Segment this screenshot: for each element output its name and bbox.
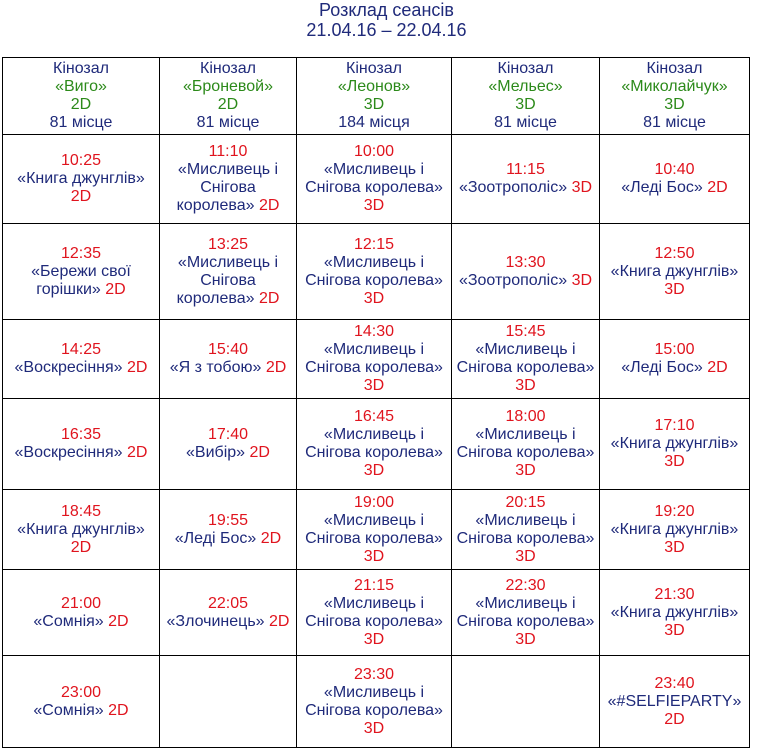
hall-header-vyho	[3, 58, 160, 135]
film-format: 2D	[664, 710, 685, 728]
film-title: «Воскресіння»	[14, 359, 123, 376]
session-cell	[160, 490, 297, 570]
session-time: 20:15	[505, 493, 546, 511]
session-cell	[160, 570, 297, 656]
film-format: 3D	[664, 538, 685, 556]
hall-seats: 81 місце	[49, 114, 113, 131]
session-time: 18:00	[505, 408, 546, 425]
schedule-dates: 21.04.16 – 22.04.16	[306, 20, 467, 40]
film-title: «Книга джунглів»	[610, 262, 739, 280]
session-time: 18:45	[60, 502, 102, 520]
session-cell	[297, 135, 452, 224]
film-title: «Мисливець і Снігова королева»	[456, 594, 595, 630]
hall-seats: 184 місця	[338, 114, 410, 131]
hall-format: 3D	[515, 96, 536, 113]
film-format: 3D	[363, 719, 385, 737]
session-time: 14:25	[60, 341, 102, 358]
schedule-title: Розклад сеансів	[319, 0, 454, 20]
film-format: 3D	[664, 621, 685, 639]
session-time: 13:25	[207, 235, 249, 253]
session-time: 23:00	[60, 683, 102, 701]
session-time: 22:30	[505, 576, 546, 594]
film-title: «Мисливець і Снігова королева»	[305, 594, 443, 630]
film-format: 2D	[70, 188, 92, 205]
film-format: 2D	[260, 529, 282, 547]
session-time: 10:40	[654, 161, 695, 178]
session-time: 16:45	[353, 408, 395, 425]
session-time: 19:00	[353, 493, 395, 511]
session-time: 10:25	[60, 152, 102, 169]
session-time: 17:10	[654, 417, 695, 434]
film-title: «Леді Бос»	[621, 359, 703, 376]
film-format: 2D	[269, 612, 290, 630]
session-row	[3, 570, 750, 656]
film-format: 3D	[664, 280, 685, 298]
film-format: 2D	[249, 444, 270, 461]
film-title: «Книга джунглів»	[610, 435, 739, 452]
session-cell	[3, 320, 160, 399]
session-cell	[297, 570, 452, 656]
hall-seats: 81 місце	[643, 114, 706, 131]
session-cell	[160, 224, 297, 320]
film-title: «Сомнія»	[33, 701, 104, 719]
schedule-table	[2, 57, 750, 748]
film-title: «#SELFIEPARTY»	[607, 692, 742, 710]
hall-name: «Леонов»	[337, 78, 411, 95]
session-time: 17:40	[207, 426, 249, 443]
film-format: 2D	[707, 179, 728, 196]
hall-seats: 81 місце	[494, 114, 557, 131]
film-title: «Мисливець і Снігова королева»	[305, 253, 443, 289]
hall-label: Кінозал	[53, 60, 109, 77]
film-title: «Мисливець і Снігова королева»	[305, 161, 443, 196]
session-time: 21:30	[654, 585, 695, 603]
session-time: 15:45	[505, 323, 546, 340]
hall-format: 2D	[70, 96, 92, 113]
film-format: 2D	[258, 197, 280, 214]
film-title: «Мисливець і Снігова королева»	[176, 161, 279, 214]
empty-session-cell	[160, 656, 297, 748]
film-format: 3D	[363, 462, 385, 479]
session-row	[3, 135, 750, 224]
session-time: 15:40	[207, 341, 249, 358]
film-title: «Сомнія»	[33, 612, 104, 630]
film-format: 3D	[515, 630, 536, 648]
film-format: 3D	[363, 197, 385, 214]
hall-label: Кінозал	[200, 60, 256, 77]
session-cell	[3, 656, 160, 748]
session-cell	[3, 570, 160, 656]
hall-format: 3D	[664, 96, 685, 113]
film-format: 2D	[265, 359, 287, 376]
session-cell	[160, 135, 297, 224]
film-format: 2D	[70, 538, 92, 556]
session-cell	[452, 135, 600, 224]
film-format: 2D	[108, 701, 129, 719]
empty-session-cell	[452, 656, 600, 748]
session-row	[3, 399, 750, 490]
film-title: «Вибір»	[186, 444, 246, 461]
film-format: 3D	[571, 271, 593, 289]
film-title: «Мисливець і Снігова королева»	[456, 426, 595, 461]
film-title: «Мисливець і Снігова королева»	[456, 511, 595, 547]
session-cell	[452, 224, 600, 320]
session-time: 22:05	[207, 594, 249, 612]
session-cell	[297, 399, 452, 490]
session-cell	[297, 224, 452, 320]
film-title: «Леді Бос»	[174, 529, 257, 547]
film-format: 3D	[515, 377, 536, 394]
session-cell	[160, 320, 297, 399]
film-title: «Мисливець і Снігова королева»	[305, 511, 443, 547]
film-title: «Книга джунглів»	[610, 603, 739, 621]
film-title: «Мисливець і Снігова королева»	[456, 341, 595, 376]
film-title: «Книга джунглів»	[17, 170, 145, 187]
film-title: «Мисливець і Снігова королева»	[305, 683, 443, 719]
session-cell	[452, 490, 600, 570]
session-cell	[3, 135, 160, 224]
hall-header-melies	[452, 58, 600, 135]
session-cell	[452, 399, 600, 490]
session-cell	[160, 399, 297, 490]
session-time: 11:15	[506, 161, 545, 178]
film-title: «Зоотрополіс»	[458, 179, 568, 196]
film-format: 3D	[363, 547, 385, 565]
session-time: 12:15	[353, 235, 395, 253]
hall-header-leonov	[297, 58, 452, 135]
film-format: 3D	[363, 630, 385, 648]
hall-label: Кінозал	[497, 60, 554, 77]
film-format: 3D	[363, 289, 385, 307]
film-title: «Леді Бос»	[621, 179, 703, 196]
hall-header-bronevoi	[160, 58, 297, 135]
session-row	[3, 320, 750, 399]
session-cell	[600, 490, 750, 570]
hall-name: «Виго»	[55, 78, 107, 95]
film-format: 2D	[127, 359, 148, 376]
session-time: 10:00	[353, 143, 395, 160]
film-format: 3D	[363, 377, 385, 394]
film-title: «Мисливець і Снігова королева»	[305, 426, 443, 461]
film-format: 3D	[664, 453, 685, 470]
film-title: «Мисливець і Снігова королева»	[176, 253, 279, 307]
session-cell	[297, 320, 452, 399]
film-format: 2D	[258, 289, 280, 307]
film-format: 3D	[515, 462, 536, 479]
session-time: 14:30	[353, 323, 395, 340]
film-title: «Книга джунглів»	[610, 520, 739, 538]
hall-label: Кінозал	[646, 60, 703, 77]
session-time: 13:30	[505, 253, 546, 271]
film-title: «Мисливець і Снігова королева»	[305, 341, 443, 376]
session-time: 21:00	[60, 594, 102, 612]
schedule-header	[0, 0, 773, 56]
session-time: 23:40	[654, 674, 695, 692]
session-cell	[297, 656, 452, 748]
session-time: 21:15	[353, 576, 395, 594]
session-time: 12:35	[60, 244, 102, 262]
session-cell	[3, 399, 160, 490]
session-cell	[600, 224, 750, 320]
session-cell	[600, 135, 750, 224]
hall-header-row	[3, 58, 750, 135]
film-format: 2D	[707, 359, 728, 376]
hall-name: «Миколайчук»	[621, 78, 728, 95]
session-cell	[3, 490, 160, 570]
session-time: 15:00	[654, 341, 695, 358]
film-title: «Бережи свої горішки»	[31, 262, 131, 298]
session-row	[3, 490, 750, 570]
hall-name: «Броневой»	[183, 78, 273, 95]
film-title: «Воскресіння»	[14, 444, 123, 461]
film-title: «Книга джунглів»	[17, 520, 145, 538]
film-title: «Я з тобою»	[169, 359, 262, 376]
session-time: 23:30	[353, 665, 395, 683]
session-cell	[600, 399, 750, 490]
session-cell	[452, 570, 600, 656]
session-row	[3, 224, 750, 320]
film-title: «Зоотрополіс»	[458, 271, 568, 289]
film-format: 2D	[108, 612, 129, 630]
hall-name: «Мельес»	[488, 78, 563, 95]
film-format: 3D	[515, 547, 536, 565]
session-time: 19:55	[207, 511, 249, 529]
session-cell	[600, 320, 750, 399]
session-time: 12:50	[654, 244, 695, 262]
hall-header-mykolaichuk	[600, 58, 750, 135]
film-format: 2D	[127, 444, 148, 461]
session-cell	[297, 490, 452, 570]
session-cell	[3, 224, 160, 320]
session-time: 19:20	[654, 502, 695, 520]
session-cell	[600, 570, 750, 656]
film-title: «Злочинець»	[166, 612, 265, 630]
session-time: 11:10	[208, 143, 248, 160]
hall-seats: 81 місце	[196, 114, 260, 131]
hall-format: 2D	[217, 96, 239, 113]
film-format: 3D	[571, 179, 593, 196]
session-cell	[452, 320, 600, 399]
hall-label: Кінозал	[346, 60, 402, 77]
film-format: 2D	[105, 280, 126, 298]
session-row	[3, 656, 750, 748]
session-time: 16:35	[60, 426, 102, 443]
hall-format: 3D	[363, 96, 385, 113]
session-cell	[600, 656, 750, 748]
